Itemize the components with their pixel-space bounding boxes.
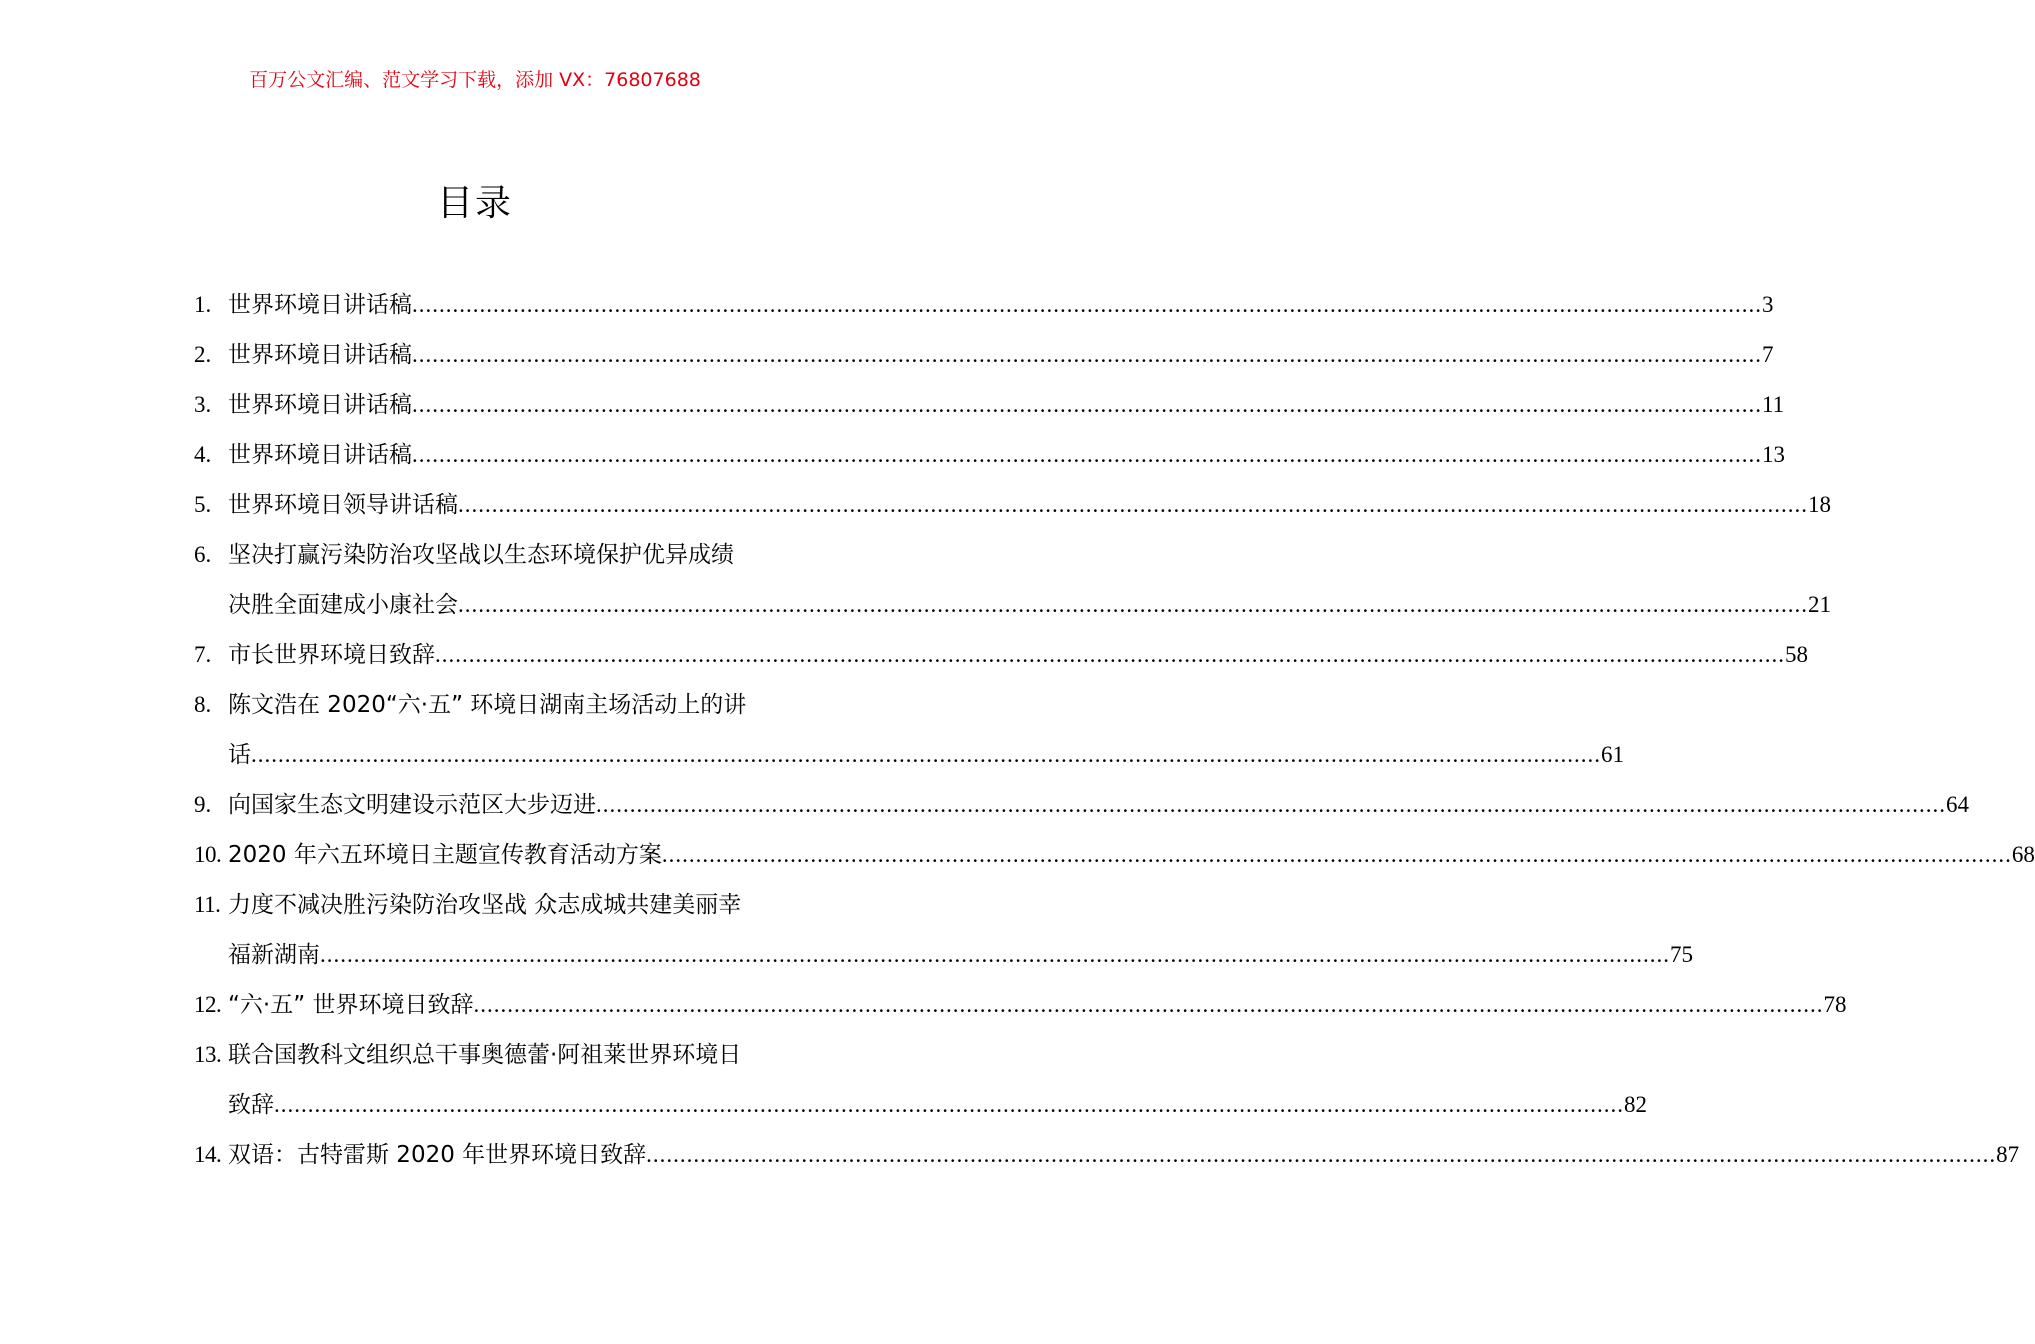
toc-entry-number: 13.	[194, 1042, 222, 1067]
toc-page-number: 3	[1762, 292, 1774, 317]
toc-entry[interactable]	[194, 530, 1831, 630]
toc-leader-dots: ........................................................................................................................................................................................................	[274, 1092, 1624, 1117]
toc-page-number: 13	[1762, 442, 1785, 467]
toc-entry-title: 2020 年六五环境日主题宣传教育活动方案	[228, 842, 662, 868]
table-of-contents	[194, 280, 2035, 1180]
toc-entry[interactable]	[194, 1030, 1647, 1130]
toc-leader-dots: ........................................................................................................................................................................................................	[435, 642, 1785, 667]
toc-leader-dots: ........................................................................................................................................................................................................	[320, 942, 1670, 967]
toc-entry-text	[228, 980, 1847, 1030]
toc-entry-title: 双语：古特雷斯 2020 年世界环境日致辞	[228, 1142, 647, 1168]
toc-entry-text	[228, 680, 1624, 780]
toc-entry-number: 10.	[194, 842, 222, 867]
toc-entry[interactable]	[194, 480, 1831, 530]
toc-entry-title: “六·五” 世界环境日致辞	[228, 992, 474, 1018]
toc-entry-last-line	[228, 480, 1831, 530]
toc-entry-title: 致辞	[228, 1092, 274, 1118]
toc-entry-text	[228, 380, 1785, 430]
toc-entry-number: 8.	[194, 692, 212, 717]
toc-entry-number: 7.	[194, 642, 212, 667]
toc-leader-dots: ........................................................................................................................................................................................................	[646, 1142, 1997, 1167]
toc-entry-number: 12.	[194, 992, 222, 1017]
toc-entry-last-line	[228, 280, 1774, 330]
toc-page-number: 75	[1670, 942, 1693, 967]
toc-entry-number: 4.	[194, 442, 212, 467]
toc-entry-title: 世界环境日讲话稿	[228, 392, 412, 418]
toc-page-number: 87	[1996, 1142, 2020, 1167]
toc-entry[interactable]	[194, 380, 1785, 430]
header-note: 百万公文汇编、范文学习下载，添加 VX：76807688	[249, 69, 701, 91]
toc-entry-title: 向国家生态文明建设示范区大步迈进	[228, 792, 596, 818]
toc-entry[interactable]	[194, 430, 1785, 480]
toc-entry[interactable]	[194, 980, 1847, 1030]
toc-entry[interactable]	[194, 830, 2035, 880]
toc-entry-title: 话	[228, 742, 251, 768]
toc-entry[interactable]	[194, 680, 1624, 780]
toc-leader-dots: ........................................................................................................................................................................................................	[661, 842, 2012, 867]
toc-entry-number: 9.	[194, 792, 212, 817]
toc-leader-dots: ........................................................................................................................................................................................................	[412, 342, 1762, 367]
toc-entry-number: 11.	[194, 892, 221, 917]
toc-entry-number: 6.	[194, 542, 212, 567]
toc-page-number: 61	[1601, 742, 1624, 767]
toc-entry-last-line	[228, 430, 1785, 480]
toc-leader-dots: ........................................................................................................................................................................................................	[412, 442, 1762, 467]
toc-entry-text	[228, 430, 1785, 480]
toc-entry-number: 5.	[194, 492, 212, 517]
toc-entry-title-line: 力度不减决胜污染防治攻坚战 众志成城共建美丽幸	[228, 892, 742, 918]
toc-entry-title: 世界环境日讲话稿	[228, 292, 412, 318]
toc-entry[interactable]	[194, 630, 1808, 680]
toc-entry-text	[228, 530, 1831, 630]
toc-entry-number: 14.	[194, 1142, 222, 1167]
toc-entry[interactable]	[194, 280, 1774, 330]
toc-entry-number: 3.	[194, 392, 212, 417]
toc-entry[interactable]	[194, 780, 1969, 830]
toc-entry-last-line	[228, 380, 1785, 430]
toc-entry-last-line	[228, 730, 1624, 780]
toc-entry-title-line: 陈文浩在 2020“六·五” 环境日湖南主场活动上的讲	[228, 692, 747, 718]
toc-entry-number: 1.	[194, 292, 212, 317]
toc-page-number: 18	[1808, 492, 1831, 517]
toc-entry-title: 世界环境日讲话稿	[228, 442, 412, 468]
toc-leader-dots: ........................................................................................................................................................................................................	[473, 992, 1824, 1017]
toc-entry-last-line	[228, 330, 1774, 380]
toc-entry-title-line: 联合国教科文组织总干事奥德蕾·阿祖莱世界环境日	[228, 1042, 742, 1068]
toc-entry-title-line: 坚决打赢污染防治攻坚战以生态环境保护优异成绩	[228, 542, 734, 568]
toc-page-number: 82	[1624, 1092, 1647, 1117]
toc-leader-dots: ........................................................................................................................................................................................................	[412, 292, 1762, 317]
toc-entry-title: 决胜全面建成小康社会	[228, 592, 458, 618]
toc-entry-title: 世界环境日领导讲话稿	[228, 492, 458, 518]
toc-entry[interactable]	[194, 880, 1693, 980]
toc-entry-last-line	[228, 1080, 1647, 1130]
toc-entry-last-line	[228, 630, 1808, 680]
toc-leader-dots: ........................................................................................................................................................................................................	[412, 392, 1762, 417]
toc-leader-dots: ........................................................................................................................................................................................................	[596, 792, 1946, 817]
toc-leader-dots: ........................................................................................................................................................................................................	[458, 492, 1808, 517]
toc-entry[interactable]	[194, 1130, 2020, 1180]
toc-page-number: 64	[1946, 792, 1969, 817]
toc-entry-text	[228, 630, 1808, 680]
toc-page-number: 68	[2011, 842, 2035, 867]
toc-entry-text	[228, 1030, 1647, 1130]
toc-entry-text	[228, 880, 1693, 980]
toc-entry-last-line	[228, 580, 1831, 630]
toc-entry-last-line	[228, 1130, 2020, 1180]
toc-leader-dots: ........................................................................................................................................................................................................	[251, 742, 1601, 767]
toc-entry-last-line	[228, 930, 1693, 980]
toc-entry-title: 世界环境日讲话稿	[228, 342, 412, 368]
toc-page-number: 11	[1762, 392, 1785, 417]
toc-entry-text	[228, 1130, 2020, 1180]
page-title: 目录	[436, 183, 513, 224]
toc-entry-title: 福新湖南	[228, 942, 320, 968]
toc-entry[interactable]	[194, 330, 1774, 380]
toc-entry-last-line	[228, 780, 1969, 830]
toc-page-number: 7	[1762, 342, 1774, 367]
toc-leader-dots: ........................................................................................................................................................................................................	[458, 592, 1808, 617]
toc-entry-text	[228, 280, 1774, 330]
toc-entry-text	[228, 780, 1969, 830]
toc-entry-last-line	[228, 980, 1847, 1030]
toc-page-number: 21	[1808, 592, 1831, 617]
toc-entry-text	[228, 830, 2035, 880]
toc-page-number: 78	[1823, 992, 1847, 1017]
toc-entry-number: 2.	[194, 342, 212, 367]
toc-page-number: 58	[1785, 642, 1808, 667]
toc-entry-title: 市长世界环境日致辞	[228, 642, 435, 668]
toc-entry-text	[228, 480, 1831, 530]
toc-entry-text	[228, 330, 1774, 380]
toc-entry-last-line	[228, 830, 2035, 880]
